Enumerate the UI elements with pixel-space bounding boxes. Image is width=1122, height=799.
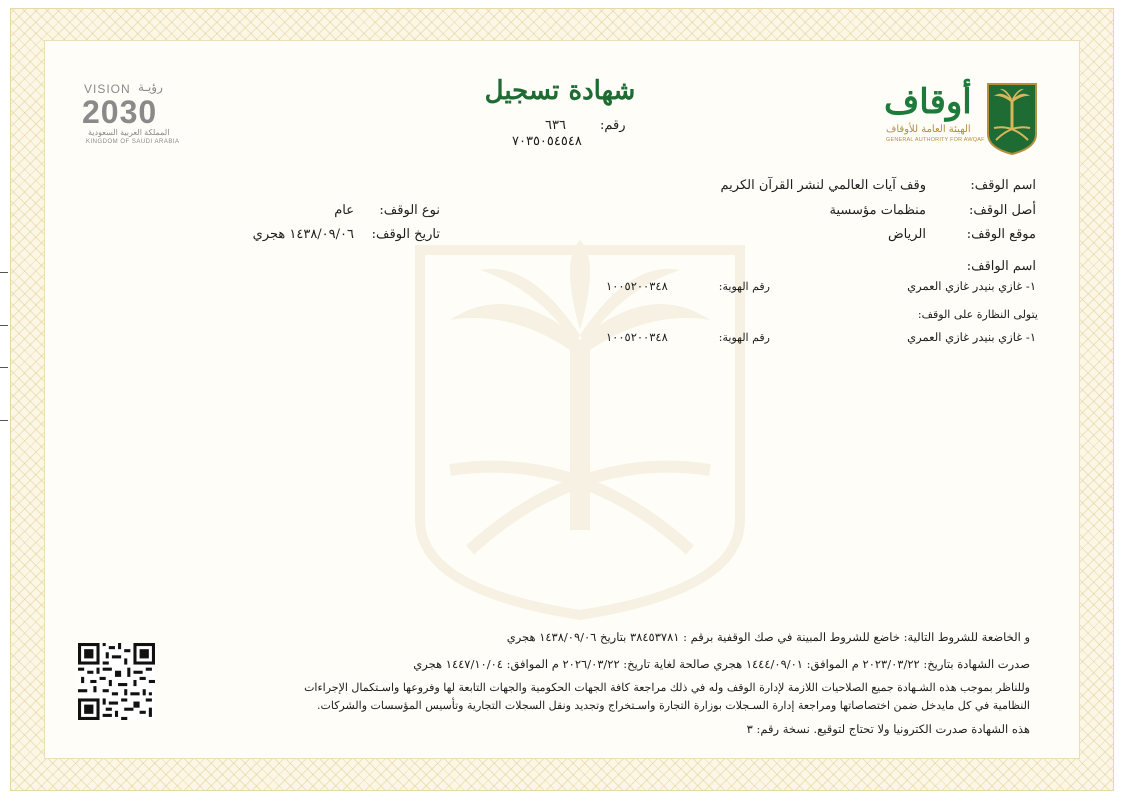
palm-emblem-icon [984, 80, 1040, 156]
awqaf-logo [882, 80, 1042, 160]
qr-code [78, 643, 155, 720]
footer-conditions: و الخاضعة للشروط التالية: خاضع للشروط المبينة في صك الوقفية برقم : ٣٨٤٥٣٧٨١ بتاريخ ١٤٣٨/٠٩/٠٦ هجري [506, 630, 1030, 644]
footer-powers-2: النظامية في كل مايدخل ضمن اختصاصاتها ومراجعة إدارة السـجلات بوزارة التجارة واسـتخراج وتجديد ونقل السجلات التجارية وتأسيس المؤسسات والشركات. [316, 699, 1030, 712]
supervisor-id-label: رقم الهوية: [718, 331, 770, 344]
awqaf-subtitle-en: GENERAL AUTHORITY FOR AWQAF [886, 137, 985, 143]
certificate-number: ٦٣٦ [545, 118, 566, 133]
footer-issue-dates: صدرت الشهادة بتاريخ: ٢٠٢٣/٠٣/٢٢ م الموافق: ١٤٤٤/٠٩/٠١ هجري صالحة لغاية تاريخ: ٢٠٢٦/٠٣/٢٢ م الموافق: ١٤٤٧/١٠/٠٤ هجري [413, 657, 1030, 671]
footer-powers-1: وللناظر بموجب هذه الشـهادة جميع الصلاحيات اللازمة لإدارة الوقف وله في ذلك مراجعة كافة الجهات الحكومية والجهات التابعة لها وفروعها واسـتكمال الإجراءات [304, 681, 1030, 694]
vision-label-ar: رؤيـة [138, 80, 163, 94]
waqf-name-value: وقف آيات العالمي لنشر القرآن الكريم [720, 178, 926, 193]
waqf-name-label: اسم الوقف: [970, 178, 1036, 193]
vision-2030-logo [80, 80, 180, 152]
waqf-date-label: تاريخ الوقف: [371, 227, 440, 242]
waqf-origin-value: منظمات مؤسسية [829, 203, 926, 218]
supervisor-name: ١- غازي بنيدر غازي العمري [907, 330, 1036, 344]
waqf-origin-label: أصل الوقف: [969, 203, 1036, 218]
palm-swords-watermark [390, 220, 770, 620]
waqf-date-value: ١٤٣٨/٠٩/٠٦ هجري [252, 227, 354, 242]
awqaf-name: أوقاف [884, 82, 972, 122]
supervisors-label: يتولى النظارة على الوقف: [917, 308, 1038, 321]
waqf-type-value: عام [334, 203, 354, 218]
vision-country-en: KINGDOM OF SAUDI ARABIA [86, 139, 180, 145]
certificate-title: شهادة تسجيل [484, 76, 636, 106]
certificate-id: ٧٠٣٥٠٥٤٥٤٨ [512, 134, 582, 149]
founder-id-value: ١٠٠٥٢٠٠٣٤٨ [606, 279, 668, 293]
founder-name: ١- غازي بنيدر غازي العمري [907, 279, 1036, 293]
waqf-type-label: نوع الوقف: [379, 203, 440, 218]
vision-label: VISION [84, 82, 131, 96]
supervisor-id-value: ١٠٠٥٢٠٠٣٤٨ [606, 330, 668, 344]
founders-label: اسم الواقف: [966, 259, 1036, 274]
waqf-location-label: موقع الوقف: [966, 227, 1036, 242]
vision-country-ar: المملكة العربية السعودية [88, 128, 170, 137]
awqaf-subtitle-ar: الهيئة العامة للأوقاف [886, 124, 971, 135]
vision-year: 2030 [82, 94, 158, 130]
founder-id-label: رقم الهوية: [718, 280, 770, 293]
footer-electronic-note: هذه الشهادة صدرت الكترونيا ولا تحتاج لتوقيع. نسخة رقم: ٣ [746, 722, 1030, 736]
certificate-number-label: رقم: [600, 118, 626, 133]
waqf-location-value: الرياض [887, 227, 926, 242]
